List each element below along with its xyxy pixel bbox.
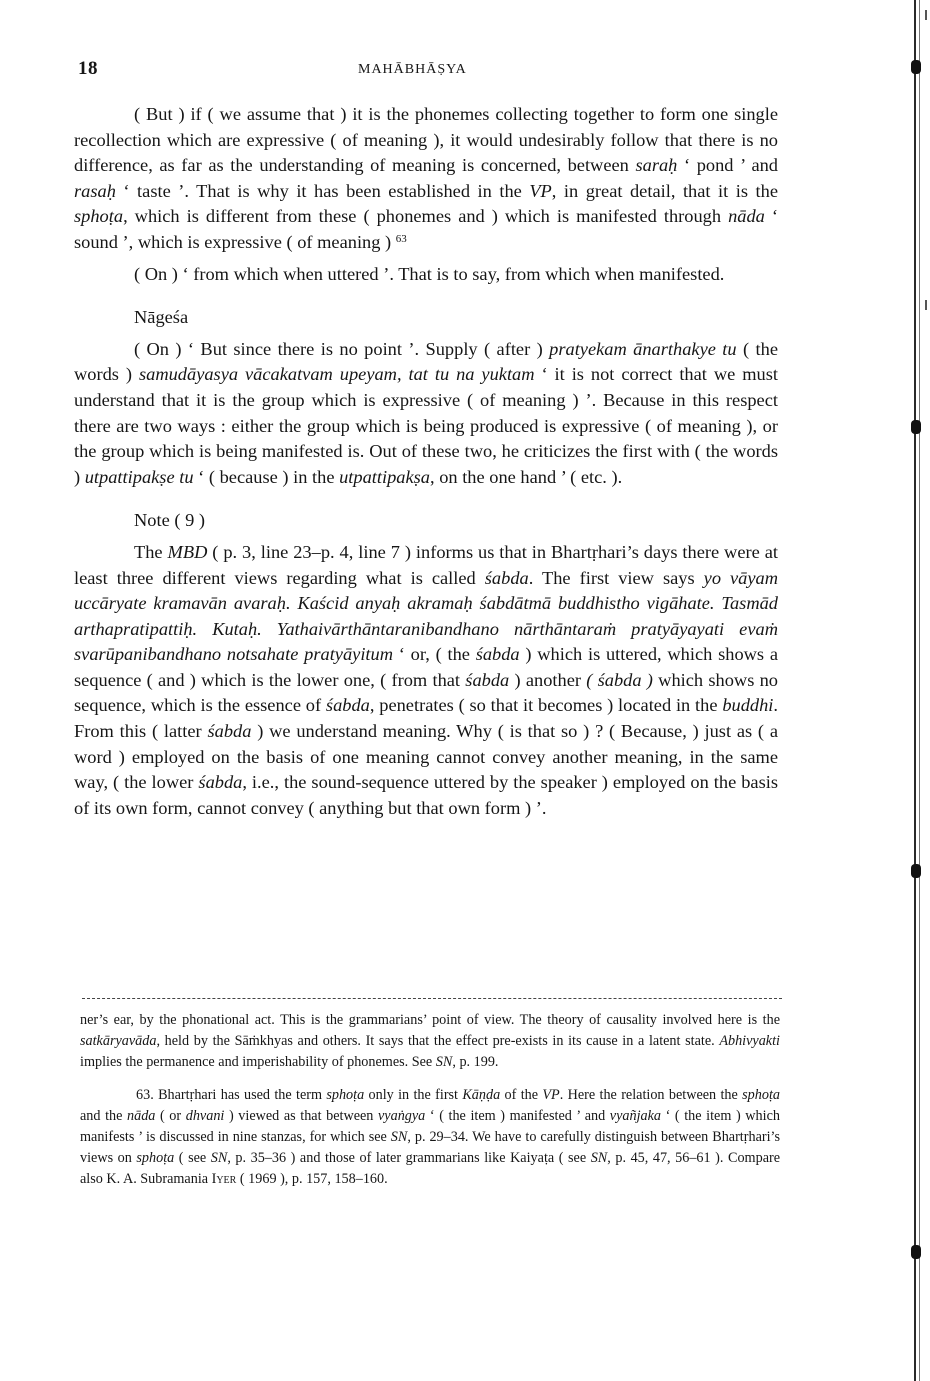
text-run: only in the first (364, 1087, 463, 1103)
text-run: ‘ it is not correct that we must understand that it is the group which is expressive ( of meaning ) ’. Because in this respect there are two ways : either the group which is being produced is expressive ( of meaning ), or the group which is being manifested is. Out of these two, he criticizes the first with ( the words ) (74, 364, 778, 487)
italic-term: SN (590, 1150, 608, 1166)
main-text (74, 102, 778, 821)
italic-term: utpattipakṣe tu (84, 466, 194, 487)
italic-term: sphoṭa (742, 1087, 780, 1103)
footnote-continued (80, 1010, 780, 1073)
italic-term: rasaḥ (74, 180, 116, 201)
italic-term: saraḥ (635, 155, 678, 176)
section-heading-nagesa: Nāgeśa (134, 307, 189, 328)
text-run: , p. 35–36 ) and those of later grammarians like Kaiyaṭa ( see (227, 1150, 591, 1166)
text-run: The (134, 541, 168, 562)
text-run: of the (500, 1087, 543, 1103)
italic-term: vyañjaka (609, 1108, 661, 1124)
italic-term: śabda (475, 644, 520, 665)
text-run: which shows no sequence, which is the essence of (74, 669, 778, 716)
text-run: ( p. 3, line 23–p. 4, line 7 ) informs us that in Bhartṛhari’s days there were at least three different views regarding what is called (74, 541, 778, 588)
italic-term: pratyekam ānarthakye tu (549, 338, 737, 359)
text-run: ) another (509, 669, 587, 690)
text-run: ( On ) ‘ But since there is no point ’. Supply ( after ) (134, 338, 550, 359)
italic-term: śabda (198, 772, 243, 793)
paragraph (74, 102, 778, 256)
page-binding-edge-inner (919, 0, 920, 1381)
text-run: , p. 45, 47, 56–61 ). Compare also K. A. Subramania (80, 1150, 781, 1187)
italic-term: MBD (167, 541, 208, 562)
text-run: ( the words ) (74, 338, 778, 385)
text-run: ) which is uttered, which shows a sequence ( and ) which is the lower one, ( from that (74, 644, 778, 690)
italic-term: Abhivyakti (719, 1033, 780, 1049)
text-run: ‘ taste ’. That is why it has been established in the (115, 180, 530, 201)
italic-term: SN (390, 1129, 408, 1145)
text-run: . The first view says (528, 567, 704, 588)
text-run: ‘ ( the item ) manifested ’ and (425, 1108, 610, 1124)
text-run: ( or (155, 1108, 186, 1124)
text-run: , i.e., the sound-sequence uttered by the speaker ) employed on the basis of its own form, cannot convey ( anything but that own form ) ’. (74, 772, 778, 818)
text-run: , penetrates ( so that it becomes ) located in the (369, 695, 723, 716)
footnote-separator (82, 998, 782, 999)
scan-mark (911, 1245, 921, 1259)
italic-term: yo vāyam uccāryate kramavān avaraḥ. Kaścid anyaḥ akramaḥ śabdātmā buddhistho vigāhate. Tasmād arthapratipattiḥ. Kutaḥ. Yathaivārthāntaranibandhano nārthāntaraṁ pratyāyayati evaṁ svarūpanibandhano notsahate pratyāyitum (74, 567, 779, 665)
italic-term: śabda (325, 695, 370, 716)
paragraph (74, 540, 778, 822)
text-run: , which is different from these ( phonemes and ) which is manifested through (123, 206, 729, 227)
italic-term: buddhi (722, 695, 774, 716)
scan-mark (911, 420, 921, 434)
scan-speck (925, 10, 927, 20)
text-run: ‘ sound ’, which is expressive ( of meaning ) (74, 206, 778, 252)
paragraph (74, 262, 778, 288)
text-run: 63. Bhartṛhari has used the term (136, 1087, 327, 1103)
scan-speck (925, 300, 927, 310)
text-run: ( 1969 ), p. 157, 158–160. (236, 1171, 388, 1187)
text-run: , on the one hand ’ ( etc. ). (430, 466, 623, 487)
footnotes (80, 1010, 780, 1190)
text-run: , p. 199. (452, 1054, 499, 1070)
text-run: , p. 29–34. We have to carefully distinguish between Bhartṛhari’s views on (80, 1129, 780, 1166)
text-run: , in great detail, that it is the (551, 180, 778, 201)
paragraph (74, 337, 778, 491)
italic-term: nāda (127, 1108, 156, 1124)
text-run: ) we understand meaning. Why ( is that so ) ? ( Because, ) just as ( a word ) employed on the basis of one meaning cannot convey another meaning, in the same way, ( the lower (74, 721, 779, 793)
italic-term: nāda (728, 206, 765, 227)
page-binding-edge (914, 0, 916, 1381)
italic-term: utpattipakṣa (339, 466, 431, 487)
italic-term: sphoṭa (136, 1150, 175, 1166)
footnote-ref: 63 (395, 232, 407, 245)
text-run: ) viewed as that between (224, 1108, 378, 1124)
scan-mark (911, 864, 921, 878)
italic-term: samudāyasya vācakatvam upeyam, tat tu na yuktam (138, 364, 535, 385)
text-run: ( see (174, 1150, 211, 1166)
italic-term: vyaṅgya (378, 1108, 426, 1124)
scan-mark (911, 60, 921, 74)
italic-term: śabda (484, 567, 529, 588)
text-run: , held by the Sāṁkhyas and others. It says that the effect pre-exists in its cause in a latent state. (156, 1033, 720, 1049)
section-heading-note: Note ( 9 ) (134, 510, 205, 531)
running-title: MAHĀBHĀṢYA (358, 62, 467, 77)
italic-term: SN (210, 1150, 228, 1166)
italic-term: Kāṇḍa (462, 1087, 501, 1103)
text-run: ‘ ( because ) in the (193, 466, 340, 487)
italic-term: dhvani (185, 1108, 225, 1124)
italic-term: satkāryavāda (80, 1033, 157, 1049)
text-run: ‘ ( the item ) which manifests ’ is discussed in nine stanzas, for which see (80, 1108, 780, 1145)
italic-term: VP (529, 180, 552, 201)
text-run: implies the permanence and imperishability of phonemes. See (80, 1054, 436, 1070)
text-run: ( But ) if ( we assume that ) it is the phonemes collecting together to form one single recollection which are expressive ( of meaning ), it would undesirably follow that there is no difference, as far as the understanding of meaning is concerned, between (74, 104, 778, 176)
footnote-63 (80, 1085, 780, 1190)
page-number: 18 (78, 58, 98, 79)
italic-term: ( śabda ) (586, 669, 653, 690)
text-run: and the (80, 1108, 128, 1124)
text-run: ner’s ear, by the phonational act. This is the grammarians’ point of view. The theory of causality involved here is the (80, 1012, 780, 1028)
italic-term: śabda (465, 669, 510, 690)
text-run: ( On ) ‘ from which when uttered ’. That is to say, from which when manifested. (134, 263, 725, 284)
italic-term: sphoṭa (326, 1087, 365, 1103)
text-run: ‘ pond ’ and (677, 155, 778, 176)
italic-term: sphoṭa (74, 206, 124, 227)
text-run: . Here the relation between the (559, 1087, 743, 1103)
text-run: . From this ( latter (74, 695, 779, 742)
italic-term: SN (435, 1054, 453, 1070)
text-run: Iyer (211, 1171, 237, 1187)
italic-term: śabda (207, 721, 252, 742)
italic-term: VP (542, 1087, 560, 1103)
text-run: ‘ or, ( the (393, 644, 476, 665)
